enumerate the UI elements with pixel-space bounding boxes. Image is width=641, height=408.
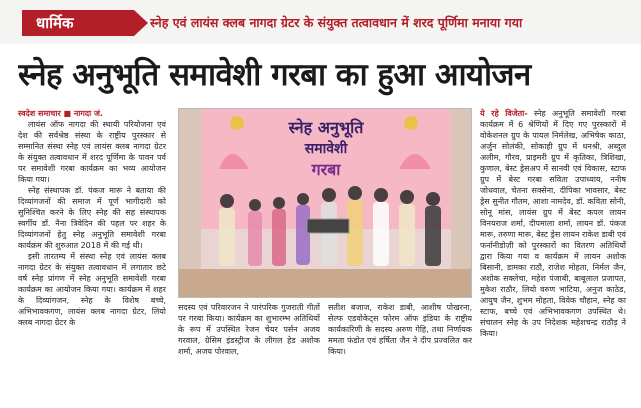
paragraph: स्नेह संस्थापक डॉ. पंकज मारू ने बताया की दिव्यांगजनों की समाज में पूर्ण भागीदारी को सुनिश्चित करने के लिए स्नेह की सह संस्थापक स्वर्गीय डॉ. नैना त्रिवेदिन की पहल पर शहर के दिव्यांगजनों हेतु स्नेह अनुभूति समावेशी गरबा कार्यक्रम की शुरुआत 2018 में की गई थी। <box>18 186 166 250</box>
banner-title-line1: स्नेह अनुभूति <box>288 118 364 137</box>
article-column-b: सतीश बजाज, राकेश डाबी, आशीष पोखरना, सेल्फ एडवोकेट्स फोरम ऑफ इंडिया के राष्ट्रीय कार्यकारिणी के सदस्य अरुण गेहि, तथा निर्णायक ममता फंडोत एवं हर्षिता जैन ने दीप प्रज्वलित कर किया। <box>328 303 472 356</box>
kicker-headline: स्नेह एवं लायंस क्लब नागदा ग्रेटर के संयुक्त तत्वावधान में शरद पूर्णिमा मनाया गया <box>150 15 523 30</box>
banner-title-line3: गरबा <box>311 160 341 179</box>
paragraph: लायंस ऑफ नागदा की स्थायी परियोजना एवं देश की सर्वश्रेष्ठ संस्था के राष्ट्रीय पुरस्कार से सम्मानित संस्था स्नेह एवं लायंस क्लब नागदा ग्रेटर के संयुक्त तत्वावधान में शरद पूर्णिमा के पावन पर्व पर समावेशी गरबा कार्यक्रम का भव्य आयोजन किया गया। <box>18 120 166 184</box>
byline: स्वदेश समाचार ■ नागदा जं. <box>18 109 103 118</box>
event-photo <box>178 108 472 298</box>
article-column-right <box>480 108 626 408</box>
winners-text: स्नेह अनुभूति समावेशी गरबा कार्यक्रम में 6 श्रेणियों में दिए गए पुरस्कारों में वोकेशनल ग्रुप के पायल निर्मलेख, अभिषेक काठा, अर्जुन सोलंकी, सोकाही ग्रुप में धनश्री, अब्दुल अलीम, गौरव, प्राइमरी ग्रुप में कृतिका, त्रिशिखा, कुणाल, बेस्ट ड्रेसअप में सानवी एवं विकास, स्टाफ ग्रुप में बेस्ट गरबा सविता उपाध्याय, ननीष जोधवाल, चेतना सक्सेना, दीपिका भावसार, बेस्ट ड्रेस सुनीत गौतम, आशा नामदेव, डॉ. कविता सोनी, सोनू मांस, लायंस ग्रुप में बेस्ट कपल लायन विनयराज शर्मा, दीपमाला शर्मा, लायन डॉ. पंकज मारू, तरुणा मारू, बेस्ट ड्रेस लायन राकेश डाबी एवं फर्नानीडोज़ी को पुरस्कारों का वितरण अतिथियों द्वारा किया गया व कार्यक्रम में लायन अशोक बिसानी, डामका राठौ, राजेश मोहता, निर्मल जैन, अशोक सक्लेचा, महेश पंजाबी, बाबूलाल प्रजापत, मुकेश राठौर, लियो वरुण भाटिया, अनुज काठेड, आयुष जैन, शुभम मोहता, विवेक चौहान, स्नेह का स्टाफ, बच्चे एवं अभिभावकगण उपस्थित थे। संचालन स्नेह के उप निदेशक महेशचन्द्र राठौड़ ने किया। <box>480 109 626 338</box>
banner-title-line2: समावेशी <box>304 141 348 157</box>
section-tag: धार्मिक <box>22 10 134 36</box>
article-column-a: सदस्य एवं परिवारजन ने पारंपरिक गुजराती गीतों पर गरबा किया। कार्यक्रम का शुभारम्भ अतिथियों के रूप में उपस्थित रेजन चेयर पर्सन अजय गरवाल, ग्रेसिम इंडस्ट्रीज के लीगल हेड अशोक शर्मा, अजय पोरवाल, <box>178 303 320 356</box>
paragraph: इसी तारतम्य में संस्था स्नेह एवं लायंस क्लब नागदा ग्रेटर के संयुक्त तत्वावधान में लगातार छटे वर्ष स्नेह प्रांगण में स्नेह अनुभूति समावेशी गरबा कार्यक्रम का आयोजन किया गया। कार्यक्रम में शहर के दिव्यांगजन, स्नेह के विशेष बच्चे, अभिभावकगण, लायंस क्लब नागदा ग्रेटर, लियो क्लब नागदा ग्रेटर के <box>18 252 166 327</box>
main-headline: स्नेह अनुभूति समावेशी गरबा का हुआ आयोजन <box>18 57 531 93</box>
winners-paragraph <box>480 108 626 339</box>
winners-dateline: ये रहे विजेता- <box>480 109 528 118</box>
article-column-left <box>18 108 166 408</box>
